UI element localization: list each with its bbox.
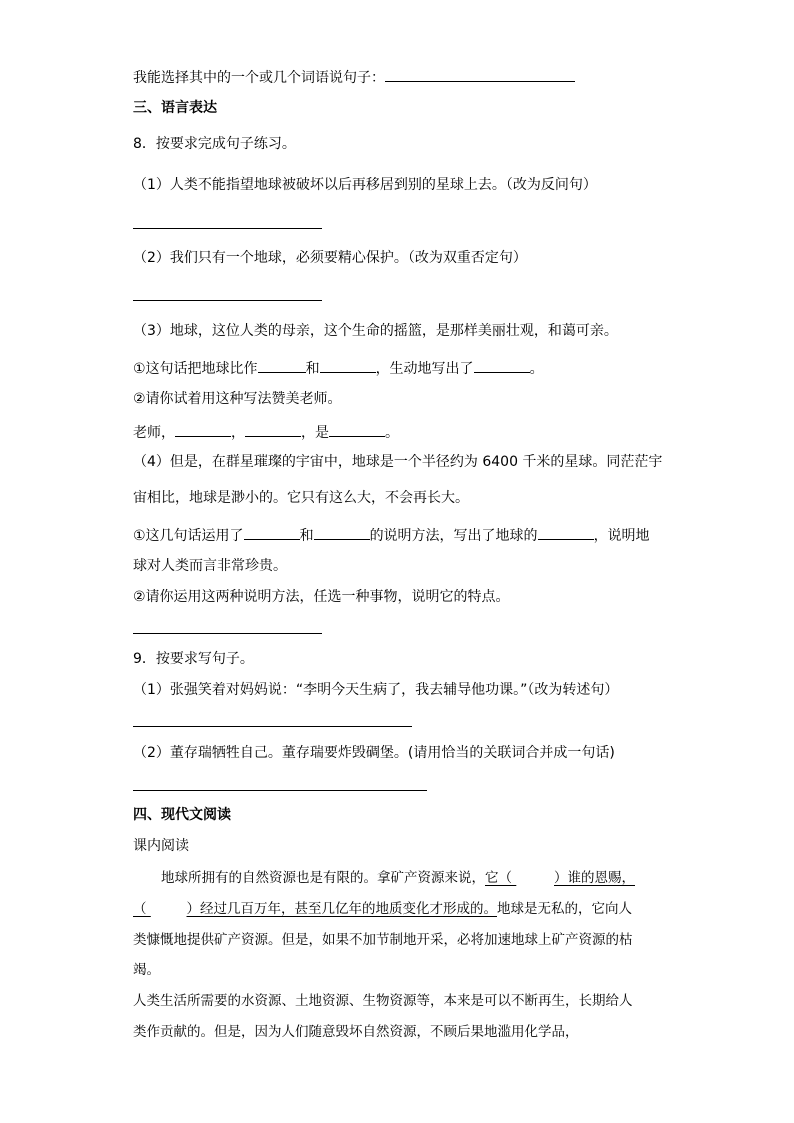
passage-blank[interactable] — [512, 868, 554, 888]
q8-part4-item-a — [133, 524, 650, 546]
q8-p3c-text-2: ， — [231, 425, 245, 441]
answer-blank[interactable] — [538, 524, 594, 540]
q8-p3a-text-3: ，生动地写出了 — [375, 361, 474, 377]
passage-blank[interactable] — [147, 899, 187, 919]
q8-p3a-text-2: 和 — [305, 361, 320, 377]
answer-blank[interactable] — [244, 524, 300, 540]
q8-p4a-text-4: ，说明地 — [593, 528, 650, 544]
q8-p4a-text-3: 的说明方法，写出了地球的 — [369, 528, 538, 544]
passage-line-5: 人类生活所需要的水资源、土地资源、生物资源等，本来是可以不断再生，长期给人 — [133, 993, 633, 1009]
q8-p3a-text-1: ①这句话把地球比作 — [133, 361, 258, 377]
q8-part4-answer-line[interactable] — [133, 633, 322, 634]
passage-line-4: 竭。 — [133, 962, 160, 978]
q8-part3-item-c — [133, 421, 399, 443]
passage-underlined-text: （ — [133, 901, 147, 917]
q8-p3a-text-4: 。 — [529, 361, 544, 377]
q9-part1-answer-line[interactable] — [133, 726, 412, 727]
passage-line-2 — [133, 899, 632, 919]
answer-blank[interactable] — [175, 421, 231, 437]
q9-part2-answer-line[interactable] — [133, 790, 427, 791]
q8-p4a-text-2: 和 — [299, 528, 314, 544]
answer-blank[interactable] — [320, 357, 376, 373]
reading-label: 课内阅读 — [133, 838, 189, 854]
passage-underlined-text: ）谁的恩赐， — [554, 870, 635, 886]
q9-title: 9．按要求写句子。 — [133, 651, 254, 667]
q8-part4-line1: （4）但是，在群星璀璨的宇宙中，地球是一个半径约为 6400 千米的星球。同茫茫宇 — [133, 454, 663, 470]
q8-p3c-text-3: ，是 — [301, 425, 329, 441]
answer-blank[interactable] — [314, 524, 370, 540]
answer-blank[interactable] — [258, 357, 306, 373]
answer-blank[interactable] — [329, 421, 385, 437]
q8-part2: （2）我们只有一个地球，必须要精心保护。（改为双重否定句） — [133, 250, 527, 266]
passage-text: 地球是无私的，它向人 — [497, 901, 632, 917]
q8-p4a-text-1: ①这几句话运用了 — [133, 528, 244, 544]
q8-part3: （3）地球，这位人类的母亲，这个生命的摇篮，是那样美丽壮观，和蔼可亲。 — [133, 323, 618, 339]
passage-text: 地球所拥有的自然资源也是有限的。拿矿产资源来说， — [161, 870, 485, 886]
passage-underlined-text: ）经过几百万年，甚至几亿年的地质变化才形成的。 — [186, 901, 497, 917]
q8-part1-answer-line[interactable] — [133, 228, 322, 229]
top-prompt-line — [133, 66, 575, 88]
answer-blank[interactable] — [385, 66, 575, 82]
q8-part2-answer-line[interactable] — [133, 300, 322, 301]
q8-part1: （1）人类不能指望地球被破坏以后再移居到别的星球上去。（改为反问句） — [133, 177, 597, 193]
q8-p3c-text-4: 。 — [385, 425, 399, 441]
q8-part4-item-b: ②请你运用这两种说明方法，任选一种事物，说明它的特点。 — [133, 589, 510, 605]
answer-blank[interactable] — [245, 421, 301, 437]
top-prompt-text: 我能选择其中的一个或几个词语说句子： — [133, 70, 385, 86]
section-4-title: 四、现代文阅读 — [133, 807, 231, 823]
section-3-title: 三、语言表达 — [133, 100, 217, 116]
q8-p3c-text-1: 老师， — [133, 425, 175, 441]
q8-part4-line2: 宙相比，地球是渺小的。它只有这么大，不会再长大。 — [133, 490, 469, 506]
passage-line-3: 类慷慨地提供矿产资源。但是，如果不加节制地开采，必将加速地球上矿产资源的枯 — [133, 932, 633, 948]
q9-part2: （2）董存瑞牺牲自己。董存瑞要炸毁碉堡。(请用恰当的关联词合并成一句话) — [133, 745, 615, 761]
q8-title: 8．按要求完成句子练习。 — [133, 136, 296, 152]
answer-blank[interactable] — [474, 357, 530, 373]
q8-part3-item-a — [133, 357, 544, 379]
q8-part3-item-b: ②请你试着用这种写法赞美老师。 — [133, 391, 342, 407]
q8-part4-item-a-line2: 球对人类而言非常珍贵。 — [133, 558, 287, 574]
passage-line-1 — [161, 868, 635, 888]
passage-line-6: 类作贡献的。但是，因为人们随意毁坏自然资源，不顾后果地滥用化学品， — [133, 1024, 579, 1040]
q9-part1: （1）张强笑着对妈妈说：“李明今天生病了，我去辅导他功课。”（改为转述句） — [133, 682, 619, 698]
passage-underlined-text: 它（ — [485, 870, 512, 886]
